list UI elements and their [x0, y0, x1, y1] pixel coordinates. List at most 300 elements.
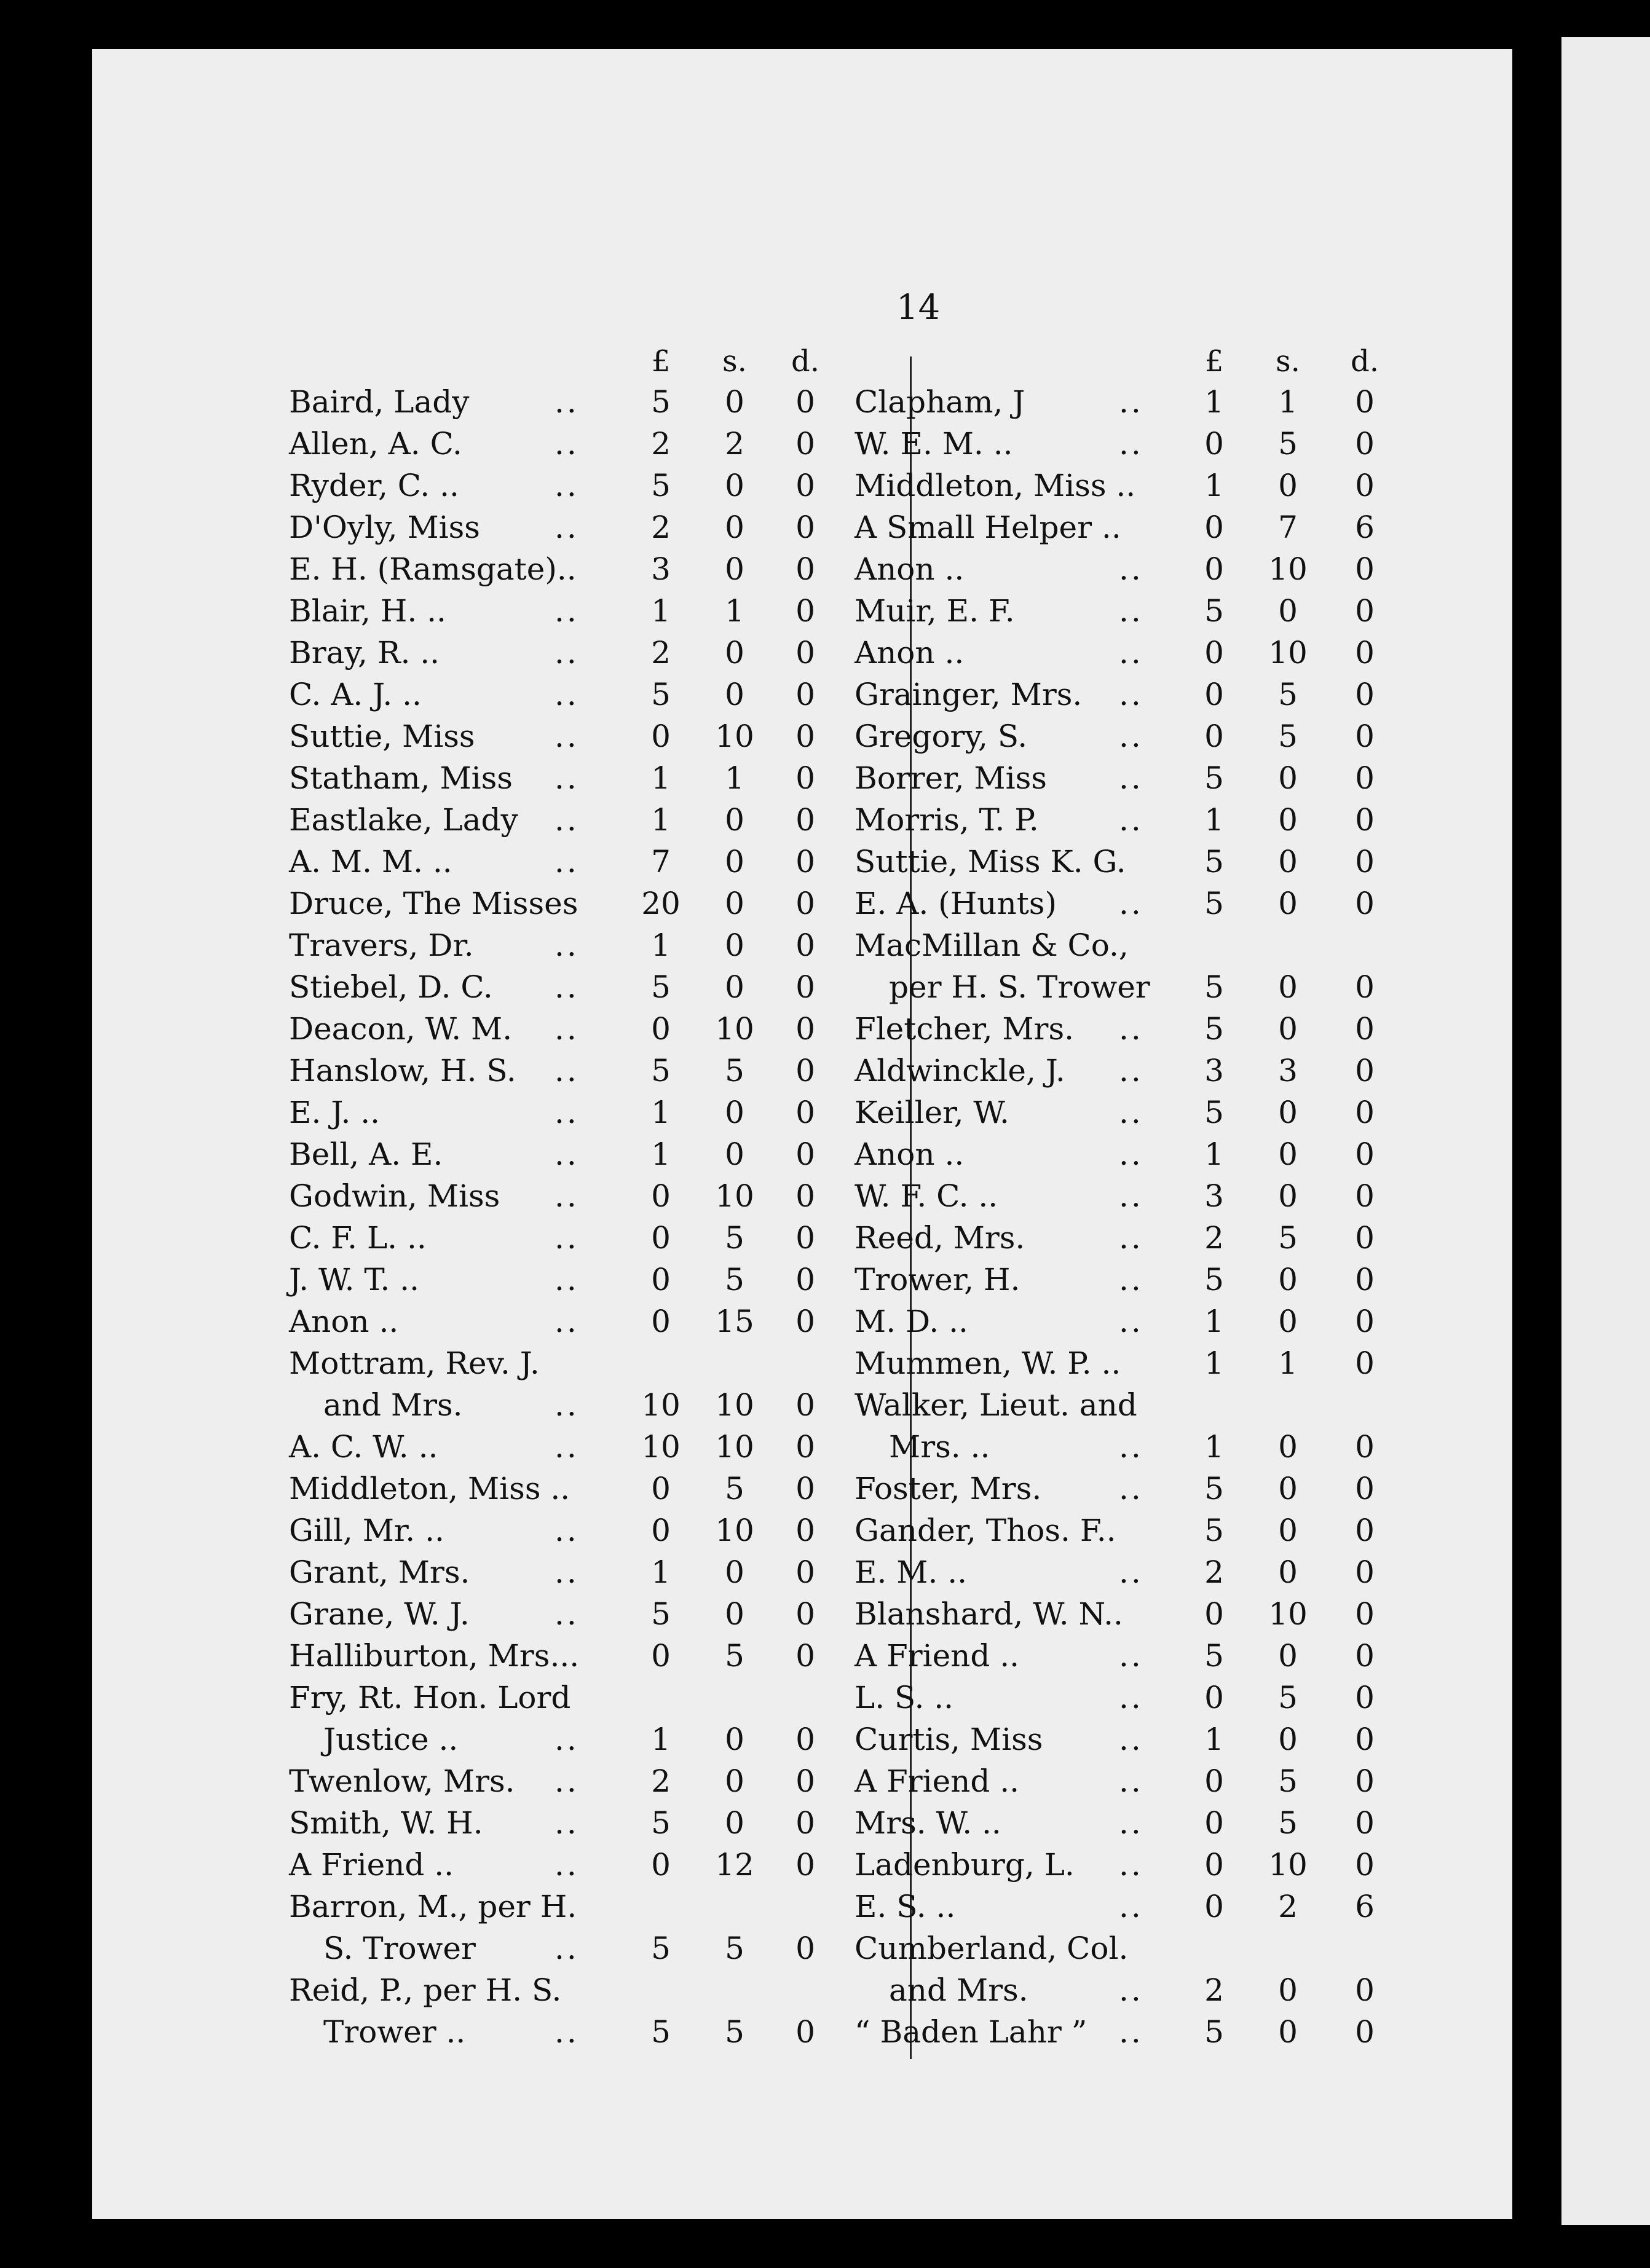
amount-pounds: 1: [1204, 468, 1224, 503]
amount-pence: 0: [1355, 1429, 1375, 1465]
amount-shillings: 0: [725, 1722, 744, 1757]
subscriber-name: Allen, A. C.: [289, 426, 462, 462]
dot-leader: ..: [555, 1011, 579, 1047]
subscription-row: [92, 1802, 1506, 1844]
amount-pounds: 5: [651, 1053, 671, 1089]
amount-shillings: 0: [1278, 1513, 1298, 1548]
amount-shillings: 0: [725, 1554, 744, 1590]
adjacent-page-edge: [1561, 37, 1650, 2225]
amount-pence: 0: [795, 719, 815, 754]
dot-leader: ..: [555, 1429, 579, 1465]
subscription-row: [92, 674, 1506, 715]
amount-shillings: 10: [715, 1429, 754, 1465]
amount-pence: 0: [1355, 844, 1375, 880]
document-page: [92, 49, 1512, 2219]
amount-pounds: 1: [1204, 1345, 1224, 1381]
subscriber-name: and Mrs.: [323, 1387, 463, 1423]
amount-pence: 0: [1355, 1638, 1375, 1674]
subscription-row: [92, 632, 1506, 674]
dot-leader: ..: [1119, 1471, 1143, 1506]
subscription-row: [92, 548, 1506, 590]
dot-leader: ..: [555, 677, 579, 712]
amount-shillings: 0: [725, 468, 744, 503]
amount-shillings: 5: [1278, 719, 1298, 754]
amount-pounds: 0: [651, 1513, 671, 1548]
amount-shillings: 5: [1278, 1680, 1298, 1715]
subscription-row: [92, 465, 1506, 506]
dot-leader: ..: [555, 1053, 579, 1089]
amount-pounds: 3: [1204, 1053, 1224, 1089]
amount-pounds: 5: [651, 384, 671, 420]
amount-pounds: 0: [651, 1220, 671, 1256]
subscription-row: [92, 1635, 1506, 1677]
amount-shillings: 0: [1278, 593, 1298, 629]
subscriber-name: C. F. L. ..: [289, 1220, 427, 1256]
amount-pounds: 5: [651, 1805, 671, 1841]
amount-pounds: 1: [651, 802, 671, 838]
amount-pounds: 5: [651, 969, 671, 1005]
amount-pounds: 5: [1204, 760, 1224, 796]
amount-pounds: 2: [1204, 1220, 1224, 1256]
subscriber-name: A Friend ..: [855, 1763, 1020, 1799]
subscriber-name: A Friend ..: [855, 1638, 1020, 1674]
amount-pounds: 0: [1204, 1763, 1224, 1799]
amount-pence: 0: [795, 802, 815, 838]
dot-leader: ..: [1119, 886, 1143, 921]
amount-shillings: 0: [725, 1763, 744, 1799]
amount-pounds: 1: [651, 593, 671, 629]
dot-leader: ..: [1119, 1220, 1143, 1256]
amount-pounds: 0: [1204, 1889, 1224, 1924]
amount-pounds: 1: [1204, 1304, 1224, 1339]
amount-pounds: 5: [1204, 1638, 1224, 1674]
subscriber-name: Statham, Miss: [289, 760, 513, 796]
amount-shillings: 0: [1278, 1136, 1298, 1172]
dot-leader: ..: [555, 969, 579, 1005]
subscriber-name: Smith, W. H.: [289, 1805, 483, 1841]
subscriber-name: Trower ..: [323, 2014, 466, 2050]
amount-shillings: 15: [715, 1304, 754, 1339]
amount-pence: 0: [795, 1554, 815, 1590]
amount-pounds: 1: [1204, 802, 1224, 838]
amount-shillings: 0: [725, 1805, 744, 1841]
amount-pence: 6: [1355, 510, 1375, 545]
dot-leader: ..: [1119, 1889, 1143, 1924]
amount-pence: 0: [795, 1763, 815, 1799]
amount-pounds: 2: [651, 426, 671, 462]
amount-shillings: 12: [715, 1847, 754, 1883]
amount-shillings: 1: [1278, 384, 1298, 420]
amount-pence: 0: [795, 1847, 815, 1883]
amount-pounds: 2: [651, 510, 671, 545]
amount-pounds: 0: [1204, 426, 1224, 462]
amount-pence: 0: [1355, 969, 1375, 1005]
amount-shillings: 10: [715, 1178, 754, 1214]
amount-pence: 0: [795, 384, 815, 420]
amount-shillings: 5: [1278, 1220, 1298, 1256]
amount-pounds: 0: [1204, 551, 1224, 587]
amount-pence: 0: [795, 1387, 815, 1423]
dot-leader: ..: [555, 719, 579, 754]
subscription-row: [92, 1468, 1506, 1510]
amount-pence: 0: [1355, 1011, 1375, 1047]
subscriber-name: E. H. (Ramsgate)..: [289, 551, 577, 587]
amount-pounds: 0: [1204, 719, 1224, 754]
amount-pence: 0: [795, 1053, 815, 1089]
subscriber-name: Anon ..: [855, 1136, 965, 1172]
subscription-row: [92, 1510, 1506, 1551]
dot-leader: ..: [555, 760, 579, 796]
amount-pence: 0: [1355, 384, 1375, 420]
subscription-row: [92, 590, 1506, 632]
subscriber-name: Deacon, W. M.: [289, 1011, 513, 1047]
subscriber-name: “ Baden Lahr ”: [855, 2014, 1088, 2050]
subscriber-name: A. M. M. ..: [289, 844, 452, 880]
amount-pounds: 0: [1204, 1805, 1224, 1841]
amount-shillings: 0: [725, 635, 744, 671]
subscriber-name: A Friend ..: [289, 1847, 454, 1883]
subscriber-name: Borrer, Miss: [855, 760, 1047, 796]
amount-pounds: 0: [1204, 1847, 1224, 1883]
dot-leader: ..: [555, 1136, 579, 1172]
amount-pence: 0: [1355, 1095, 1375, 1130]
subscription-row: [92, 1384, 1506, 1426]
subscriber-name: Barron, M., per H.: [289, 1889, 577, 1924]
amount-shillings: 0: [1278, 1304, 1298, 1339]
amount-pounds: 0: [651, 1638, 671, 1674]
amount-pence: 0: [795, 760, 815, 796]
amount-pounds: 1: [651, 1136, 671, 1172]
dot-leader: ..: [555, 1220, 579, 1256]
amount-shillings: 5: [725, 1638, 744, 1674]
subscriber-name: Anon ..: [855, 551, 965, 587]
amount-shillings: 0: [725, 1596, 744, 1632]
amount-shillings: 0: [1278, 1722, 1298, 1757]
amount-pounds: 10: [641, 1429, 681, 1465]
amount-pounds: 0: [1204, 510, 1224, 545]
amount-shillings: 0: [1278, 760, 1298, 796]
amount-pence: 0: [795, 844, 815, 880]
subscription-row: [92, 1969, 1506, 2011]
amount-shillings: 10: [1268, 551, 1308, 587]
amount-pounds: 5: [1204, 844, 1224, 880]
dot-leader: ..: [555, 1596, 579, 1632]
amount-pounds: 0: [651, 1262, 671, 1297]
dot-leader: ..: [555, 1513, 579, 1548]
amount-pence: 0: [795, 1429, 815, 1465]
amount-pounds: 5: [1204, 1262, 1224, 1297]
amount-pence: 0: [1355, 1805, 1375, 1841]
dot-leader: ..: [555, 384, 579, 420]
dot-leader: ..: [555, 1847, 579, 1883]
dot-leader: ..: [555, 1387, 579, 1423]
amount-shillings: 3: [1278, 1053, 1298, 1089]
amount-pence: 0: [1355, 2014, 1375, 2050]
dot-leader: ..: [1119, 551, 1143, 587]
header-pence: d.: [1351, 344, 1379, 379]
amount-pounds: 2: [1204, 1554, 1224, 1590]
amount-pence: 0: [795, 468, 815, 503]
subscription-row: [92, 1217, 1506, 1259]
subscriber-name: Middleton, Miss ..: [855, 468, 1136, 503]
amount-pounds: 3: [651, 551, 671, 587]
dot-leader: ..: [555, 635, 579, 671]
amount-shillings: 5: [725, 1053, 744, 1089]
amount-shillings: 1: [1278, 1345, 1298, 1381]
amount-pence: 0: [1355, 1722, 1375, 1757]
amount-pounds: 2: [1204, 1972, 1224, 2008]
dot-leader: ..: [555, 844, 579, 880]
amount-shillings: 0: [1278, 1178, 1298, 1214]
amount-shillings: 0: [1278, 1471, 1298, 1506]
dot-leader: ..: [1119, 635, 1143, 671]
amount-pence: 0: [1355, 719, 1375, 754]
subscriber-name: J. W. T. ..: [289, 1262, 419, 1297]
amount-pounds: 20: [641, 886, 681, 921]
amount-pounds: 7: [651, 844, 671, 880]
amount-shillings: 5: [725, 1471, 744, 1506]
amount-pence: 0: [795, 1262, 815, 1297]
subscription-row: [92, 715, 1506, 757]
header-pounds: £: [1204, 344, 1224, 379]
amount-pence: 0: [795, 1471, 815, 1506]
subscriber-name: Cumberland, Col.: [855, 1931, 1129, 1966]
subscriber-name: Keiller, W.: [855, 1095, 1009, 1130]
amount-pence: 0: [795, 1220, 815, 1256]
amount-pence: 0: [795, 1805, 815, 1841]
dot-leader: ..: [1119, 1847, 1143, 1883]
amount-pence: 0: [795, 1304, 815, 1339]
dot-leader: ..: [1119, 1304, 1143, 1339]
amount-pence: 6: [1355, 1889, 1375, 1924]
subscription-row: [92, 1426, 1506, 1468]
amount-pounds: 5: [1204, 969, 1224, 1005]
amount-pence: 0: [1355, 1554, 1375, 1590]
subscriber-name: Trower, H.: [855, 1262, 1020, 1297]
amount-shillings: 0: [1278, 1972, 1298, 2008]
dot-leader: ..: [1119, 1095, 1143, 1130]
amount-pounds: 3: [1204, 1178, 1224, 1214]
dot-leader: ..: [555, 1095, 579, 1130]
amount-pence: 0: [1355, 1053, 1375, 1089]
amount-shillings: 10: [715, 1011, 754, 1047]
amount-pounds: 0: [1204, 1680, 1224, 1715]
amount-pence: 0: [795, 426, 815, 462]
subscriber-name: Anon ..: [289, 1304, 399, 1339]
dot-leader: ..: [1119, 1638, 1143, 1674]
amount-shillings: 5: [1278, 1763, 1298, 1799]
subscriber-name: Blanshard, W. N..: [855, 1596, 1123, 1632]
amount-pence: 0: [795, 1095, 815, 1130]
dot-leader: ..: [1119, 1763, 1143, 1799]
amount-pounds: 0: [651, 1304, 671, 1339]
subscriber-name: Muir, E. F.: [855, 593, 1015, 629]
subscription-row: [92, 1092, 1506, 1133]
subscriber-name: M. D. ..: [855, 1304, 968, 1339]
subscription-row: [92, 1593, 1506, 1635]
amount-pounds: 1: [1204, 1429, 1224, 1465]
dot-leader: ..: [555, 927, 579, 963]
dot-leader: ..: [555, 1805, 579, 1841]
amount-pence: 0: [795, 1513, 815, 1548]
subscription-row: [92, 966, 1506, 1008]
amount-pounds: 5: [1204, 2014, 1224, 2050]
dot-leader: ..: [1119, 1136, 1143, 1172]
amount-shillings: 0: [725, 1095, 744, 1130]
amount-pence: 0: [795, 510, 815, 545]
subscriber-name: Fletcher, Mrs.: [855, 1011, 1075, 1047]
amount-pounds: 0: [1204, 635, 1224, 671]
subscriber-name: Gill, Mr. ..: [289, 1513, 444, 1548]
amount-pounds: 5: [651, 1596, 671, 1632]
amount-pence: 0: [795, 551, 815, 587]
amount-shillings: 5: [1278, 1805, 1298, 1841]
subscriber-name: Mrs. ..: [889, 1429, 990, 1465]
amount-pence: 0: [1355, 1972, 1375, 2008]
amount-shillings: 0: [1278, 468, 1298, 503]
amount-pence: 0: [795, 1931, 815, 1966]
subscriber-name: D'Oyly, Miss: [289, 510, 480, 545]
amount-shillings: 0: [725, 844, 744, 880]
subscriber-name: Clapham, J: [855, 384, 1025, 420]
amount-pounds: 1: [651, 1722, 671, 1757]
amount-shillings: 7: [1278, 510, 1298, 545]
subscriber-name: E. A. (Hunts): [855, 886, 1057, 921]
subscriber-name: C. A. J. ..: [289, 677, 422, 712]
subscription-row: [92, 1677, 1506, 1719]
right-column-header: [92, 341, 1506, 382]
subscription-row: [92, 506, 1506, 548]
amount-shillings: 5: [725, 2014, 744, 2050]
subscriber-name: Bell, A. E.: [289, 1136, 443, 1172]
amount-shillings: 0: [725, 510, 744, 545]
dot-leader: ..: [1119, 1262, 1143, 1297]
subscriber-name: Reid, P., per H. S.: [289, 1972, 562, 2008]
subscription-row: [92, 1175, 1506, 1217]
amount-pounds: 2: [651, 1763, 671, 1799]
subscription-row: [92, 1927, 1506, 1969]
subscriber-name: S. Trower: [323, 1931, 476, 1966]
dot-leader: ..: [555, 1554, 579, 1590]
amount-pence: 0: [795, 1136, 815, 1172]
amount-pence: 0: [795, 1011, 815, 1047]
subscriber-name: Fry, Rt. Hon. Lord: [289, 1680, 571, 1715]
dot-leader: ..: [555, 468, 579, 503]
amount-shillings: 10: [715, 719, 754, 754]
subscriber-name: E. S. ..: [855, 1889, 956, 1924]
dot-leader: ..: [555, 1931, 579, 1966]
subscriber-name: Blair, H. ..: [289, 593, 446, 629]
amount-shillings: 5: [725, 1262, 744, 1297]
amount-shillings: 0: [725, 551, 744, 587]
amount-pence: 0: [795, 1722, 815, 1757]
amount-pounds: 0: [651, 1847, 671, 1883]
amount-shillings: 0: [1278, 1429, 1298, 1465]
subscription-row: [92, 1719, 1506, 1760]
subscriber-name: per H. S. Trower: [889, 969, 1150, 1005]
amount-pence: 0: [1355, 635, 1375, 671]
subscription-row: [92, 883, 1506, 924]
amount-shillings: 10: [1268, 1596, 1308, 1632]
dot-leader: ..: [555, 1262, 579, 1297]
subscriber-name: A Small Helper ..: [855, 510, 1121, 545]
header-pence: d.: [791, 344, 819, 379]
amount-pence: 0: [795, 1178, 815, 1214]
amount-shillings: 0: [1278, 1554, 1298, 1590]
amount-pounds: 1: [651, 1554, 671, 1590]
subscriber-name: Walker, Lieut. and: [855, 1387, 1137, 1423]
subscription-row: [92, 1133, 1506, 1175]
amount-pence: 0: [1355, 1220, 1375, 1256]
dot-leader: ..: [1119, 1972, 1143, 2008]
subscriber-name: MacMillan & Co.,: [855, 927, 1129, 963]
subscriber-name: Foster, Mrs.: [855, 1471, 1042, 1506]
amount-pence: 0: [1355, 468, 1375, 503]
subscriber-name: Mottram, Rev. J.: [289, 1345, 540, 1381]
subscription-row: [92, 1050, 1506, 1092]
amount-pence: 0: [1355, 760, 1375, 796]
amount-pence: 0: [795, 2014, 815, 2050]
amount-pounds: 2: [651, 635, 671, 671]
amount-pounds: 0: [1204, 1596, 1224, 1632]
dot-leader: ..: [555, 802, 579, 838]
amount-pounds: 5: [1204, 1471, 1224, 1506]
amount-pounds: 5: [651, 1931, 671, 1966]
dot-leader: ..: [1119, 1805, 1143, 1841]
dot-leader: ..: [1119, 426, 1143, 462]
dot-leader: ..: [1119, 593, 1143, 629]
amount-shillings: 10: [1268, 635, 1308, 671]
amount-shillings: 0: [725, 1136, 744, 1172]
subscriber-name: Druce, The Misses: [289, 886, 578, 921]
amount-shillings: 10: [715, 1513, 754, 1548]
subscription-row: [92, 381, 1506, 423]
subscriber-name: Grainger, Mrs.: [855, 677, 1083, 712]
amount-pounds: 1: [1204, 384, 1224, 420]
amount-pence: 0: [1355, 677, 1375, 712]
dot-leader: ..: [1119, 760, 1143, 796]
amount-pounds: 5: [1204, 1095, 1224, 1130]
header-shillings: s.: [1276, 344, 1300, 379]
amount-pounds: 5: [1204, 1011, 1224, 1047]
amount-pence: 0: [1355, 886, 1375, 921]
amount-pence: 0: [1355, 802, 1375, 838]
amount-pounds: 0: [651, 1011, 671, 1047]
dot-leader: ..: [555, 1178, 579, 1214]
subscriber-name: Travers, Dr.: [289, 927, 474, 963]
subscriber-name: Aldwinckle, J.: [855, 1053, 1065, 1089]
dot-leader: ..: [1119, 677, 1143, 712]
subscriber-name: Eastlake, Lady: [289, 802, 518, 838]
amount-pounds: 0: [651, 1471, 671, 1506]
subscriber-name: Ryder, C. ..: [289, 468, 459, 503]
subscription-row: [92, 2011, 1506, 2053]
subscriber-name: Middleton, Miss ..: [289, 1471, 570, 1506]
amount-shillings: 0: [1278, 1262, 1298, 1297]
amount-pence: 0: [1355, 1136, 1375, 1172]
subscriber-name: W. E. M. ..: [855, 426, 1013, 462]
amount-pence: 0: [795, 1638, 815, 1674]
amount-shillings: 0: [725, 802, 744, 838]
dot-leader: ..: [1119, 2014, 1143, 2050]
amount-pence: 0: [795, 1596, 815, 1632]
amount-pence: 0: [1355, 1763, 1375, 1799]
amount-pounds: 1: [1204, 1136, 1224, 1172]
amount-pence: 0: [1355, 1513, 1375, 1548]
subscriber-name: Halliburton, Mrs...: [289, 1638, 580, 1674]
amount-pence: 0: [795, 969, 815, 1005]
subscriber-name: Mrs. W. ..: [855, 1805, 1001, 1841]
